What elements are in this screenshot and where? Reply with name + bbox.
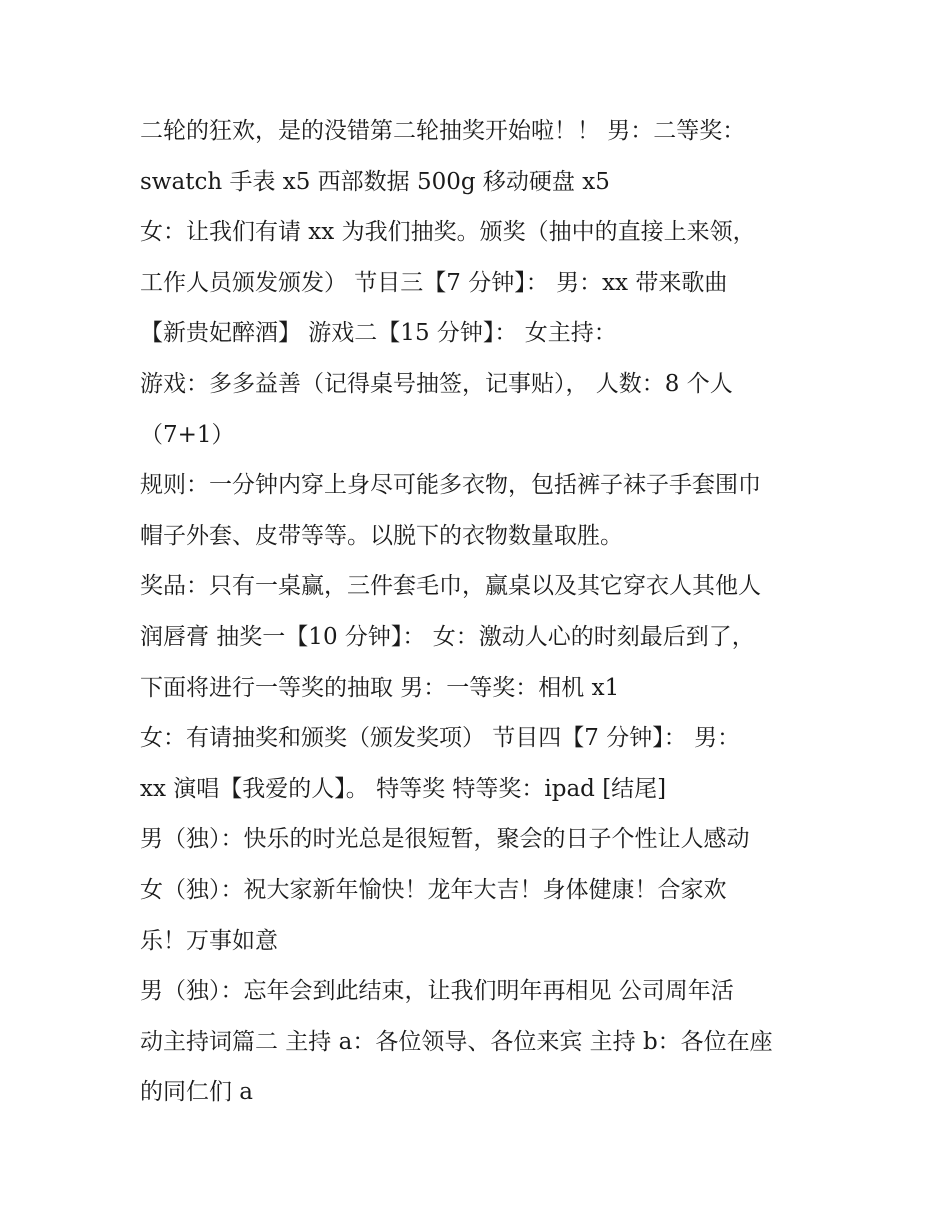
text-line: 女：让我们有请 xx 为我们抽奖。颁奖（抽中的直接上来领，: [140, 219, 756, 246]
text-line: swatch 手表 x5 西部数据 500g 移动硬盘 x5: [140, 168, 610, 195]
text-line: 规则：一分钟内穿上身尽可能多衣物，包括裤子袜子手套围巾: [140, 472, 761, 499]
text-line: 奖品：只有一桌赢，三件套毛巾，赢桌以及其它穿衣人其他人: [140, 573, 761, 600]
text-line: 女：有请抽奖和颁奖（颁发奖项） 节目四【7 分钟】： 男：: [140, 725, 741, 752]
text-line: 游戏：多多益善（记得桌号抽签，记事贴）， 人数：8 个人: [140, 370, 733, 397]
document-body: [140, 106, 830, 1118]
text-line: （7+1）: [140, 421, 235, 448]
text-line: 二轮的狂欢，是的没错第二轮抽奖开始啦！！ 男：二等奖：: [140, 118, 746, 144]
text-line: 乐！万事如意: [140, 927, 278, 954]
text-line: 的同仁们 a: [140, 1079, 254, 1106]
text-line: 润唇膏 抽奖一【10 分钟】： 女：激动人心的时刻最后到了，: [140, 623, 755, 650]
text-line: 男（独）：快乐的时光总是很短暂，聚会的日子个性让人感动: [140, 826, 750, 853]
text-line: 工作人员颁发颁发） 节目三【7 分钟】： 男：xx 带来歌曲: [140, 269, 728, 296]
text-line: 男（独）：忘年会到此结束，让我们明年再相见 公司周年活: [140, 978, 734, 1005]
text-line: 【新贵妃醉酒】 游戏二【15 分钟】： 女主持：: [140, 320, 617, 347]
text-line: 动主持词篇二 主持 a：各位领导、各位来宾 主持 b：各位在座: [140, 1028, 773, 1055]
text-line: 下面将进行一等奖的抽取 男：一等奖：相机 x1: [140, 674, 620, 701]
text-line: 帽子外套、皮带等等。以脱下的衣物数量取胜。: [140, 522, 623, 549]
text-line: xx 演唱【我爱的人】。 特等奖 特等奖：ipad [结尾]: [140, 775, 667, 802]
text-line: 女（独）：祝大家新年愉快！龙年大吉！身体健康！合家欢: [140, 876, 727, 903]
